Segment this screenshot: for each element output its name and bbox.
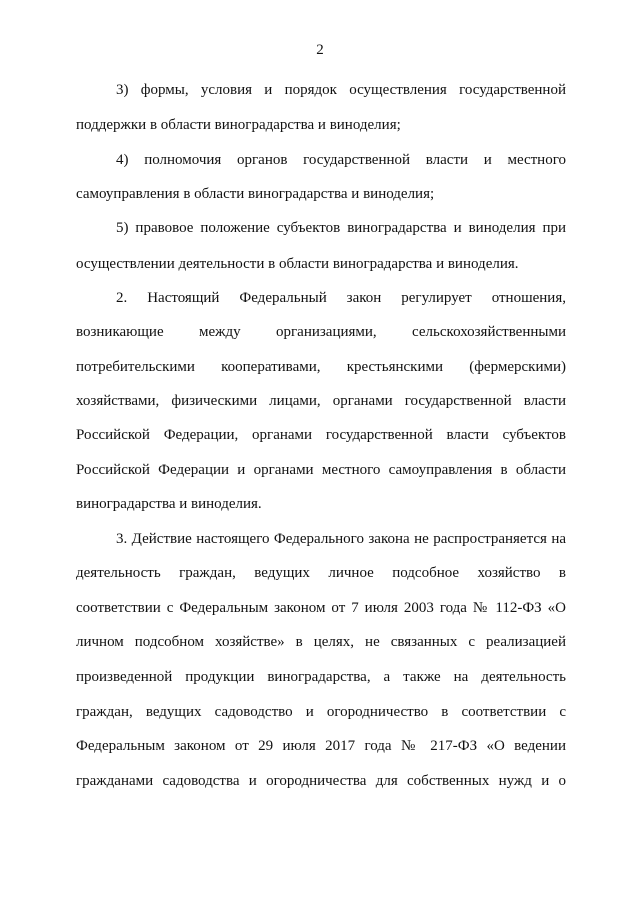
text-line: 5) правовое положение субъектов виноградарства и виноделия при: [116, 220, 566, 236]
text-line: Российской Федерации и органами местного самоуправления в области: [76, 462, 566, 478]
text-line: 3) формы, условия и порядок осуществления государственной: [116, 82, 566, 98]
text-line: Федеральным законом от 29 июля 2017 года № 217-ФЗ «О ведении: [76, 738, 566, 754]
text-line: возникающие между организациями, сельскохозяйственными: [76, 324, 566, 340]
text-line: потребительскими кооперативами, крестьянскими (фермерскими): [76, 359, 566, 375]
page-number: 2: [316, 42, 324, 58]
text-line: деятельность граждан, ведущих личное подсобное хозяйство в: [76, 565, 566, 581]
text-line: произведенной продукции виноградарства, а также на деятельность: [76, 669, 566, 685]
text-line: поддержки в области виноградарства и виноделия;: [76, 117, 401, 133]
text-line: 4) полномочия органов государственной власти и местного: [116, 152, 566, 168]
text-line: граждан, ведущих садоводство и огородничество в соответствии с: [76, 704, 566, 720]
text-line: гражданами садоводства и огородничества для собственных нужд и о: [76, 773, 566, 789]
text-line: осуществлении деятельности в области виноградарства и виноделия.: [76, 256, 519, 272]
text-line: Российской Федерации, органами государственной власти субъектов: [76, 427, 566, 443]
text-line: самоуправления в области виноградарства и виноделия;: [76, 186, 435, 202]
text-line: соответствии с Федеральным законом от 7 июля 2003 года № 112-ФЗ «О: [76, 600, 566, 616]
text-line: 3. Действие настоящего Федерального закона не распространяется на: [116, 531, 566, 547]
text-line: хозяйствами, физическими лицами, органами государственной власти: [76, 393, 566, 409]
text-line: виноградарства и виноделия.: [76, 496, 262, 512]
text-line: личном подсобном хозяйстве» в целях, не связанных с реализацией: [76, 634, 566, 650]
text-line: 2. Настоящий Федеральный закон регулирует отношения,: [116, 290, 566, 306]
